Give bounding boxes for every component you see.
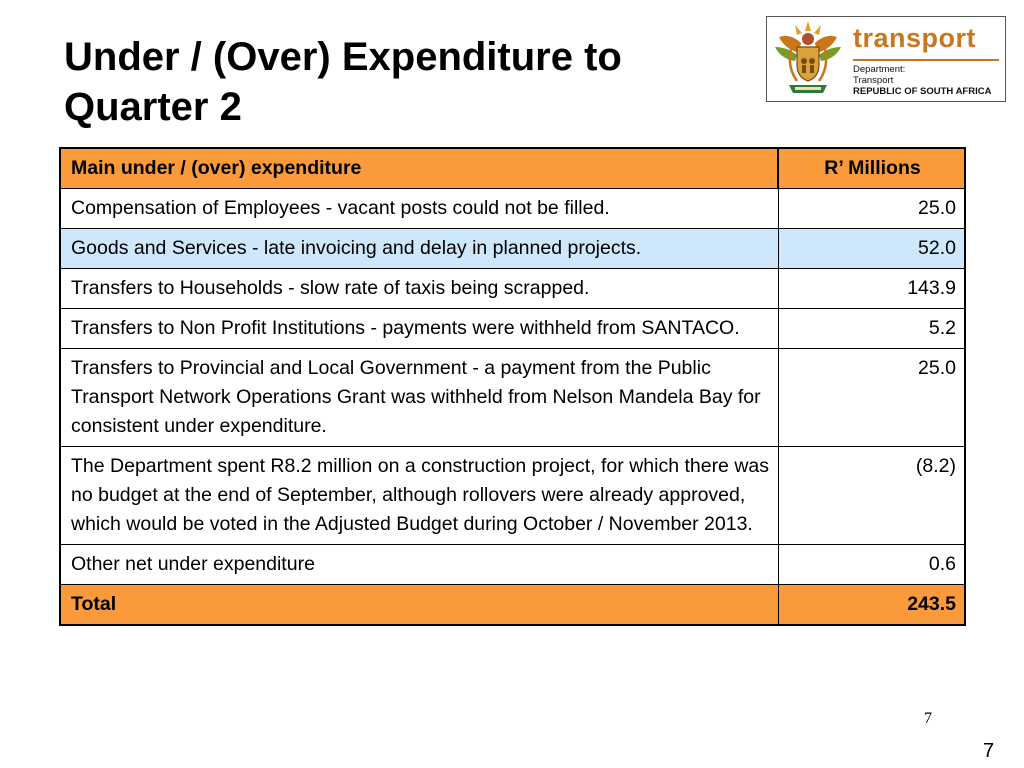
brand-rule [853,59,999,61]
row-description: Goods and Services - late invoicing and delay in planned projects. [60,229,778,269]
row-amount: 0.6 [778,545,965,585]
table-row [60,545,965,585]
coat-of-arms-icon [771,19,845,99]
total-label: Total [60,585,778,626]
page-number: 7 [983,740,995,762]
row-description: Compensation of Employees - vacant posts could not be filled. [60,189,778,229]
row-amount: 52.0 [778,229,965,269]
header-amount: R’ Millions [778,148,965,189]
row-description: Transfers to Provincial and Local Government - a payment from the Public Transport Network Operations Grant was withheld from Nelson Mandela Bay for consistent under expenditure. [60,349,778,447]
slide-title-line2: Quarter 2 [64,85,242,129]
dept-line2: Transport [853,75,894,86]
slide-title-line1: Under / (Over) Expenditure to [64,35,622,79]
table-row [60,349,965,447]
department-logo [766,16,1006,102]
row-description: Other net under expenditure [60,545,778,585]
total-amount: 243.5 [778,585,965,626]
table-row [60,269,965,309]
row-amount: 5.2 [778,309,965,349]
row-description: Transfers to Non Profit Institutions - payments were withheld from SANTACO. [60,309,778,349]
slide-title [64,32,744,132]
row-description: The Department spent R8.2 million on a construction project, for which there was no budget at the end of September, although rollovers were already approved, which would be voted in the Adjusted Budget during October / November 2013. [60,447,778,545]
table-row [60,189,965,229]
row-amount: 25.0 [778,349,965,447]
table-header-row [60,148,965,189]
row-amount: (8.2) [778,447,965,545]
dept-line3: REPUBLIC OF SOUTH AFRICA [853,86,992,97]
row-amount: 25.0 [778,189,965,229]
table-total-row [60,585,965,626]
expenditure-table [59,147,966,626]
department-label [853,64,991,97]
table-row [60,309,965,349]
row-amount: 143.9 [778,269,965,309]
dept-line1: Department: [853,64,906,75]
row-description: Transfers to Households - slow rate of taxis being scrapped. [60,269,778,309]
table-row [60,447,965,545]
page-number-small: 7 [924,710,932,727]
brand-wordmark: transport [853,23,977,53]
table-row-highlighted [60,229,965,269]
header-description: Main under / (over) expenditure [60,148,778,189]
